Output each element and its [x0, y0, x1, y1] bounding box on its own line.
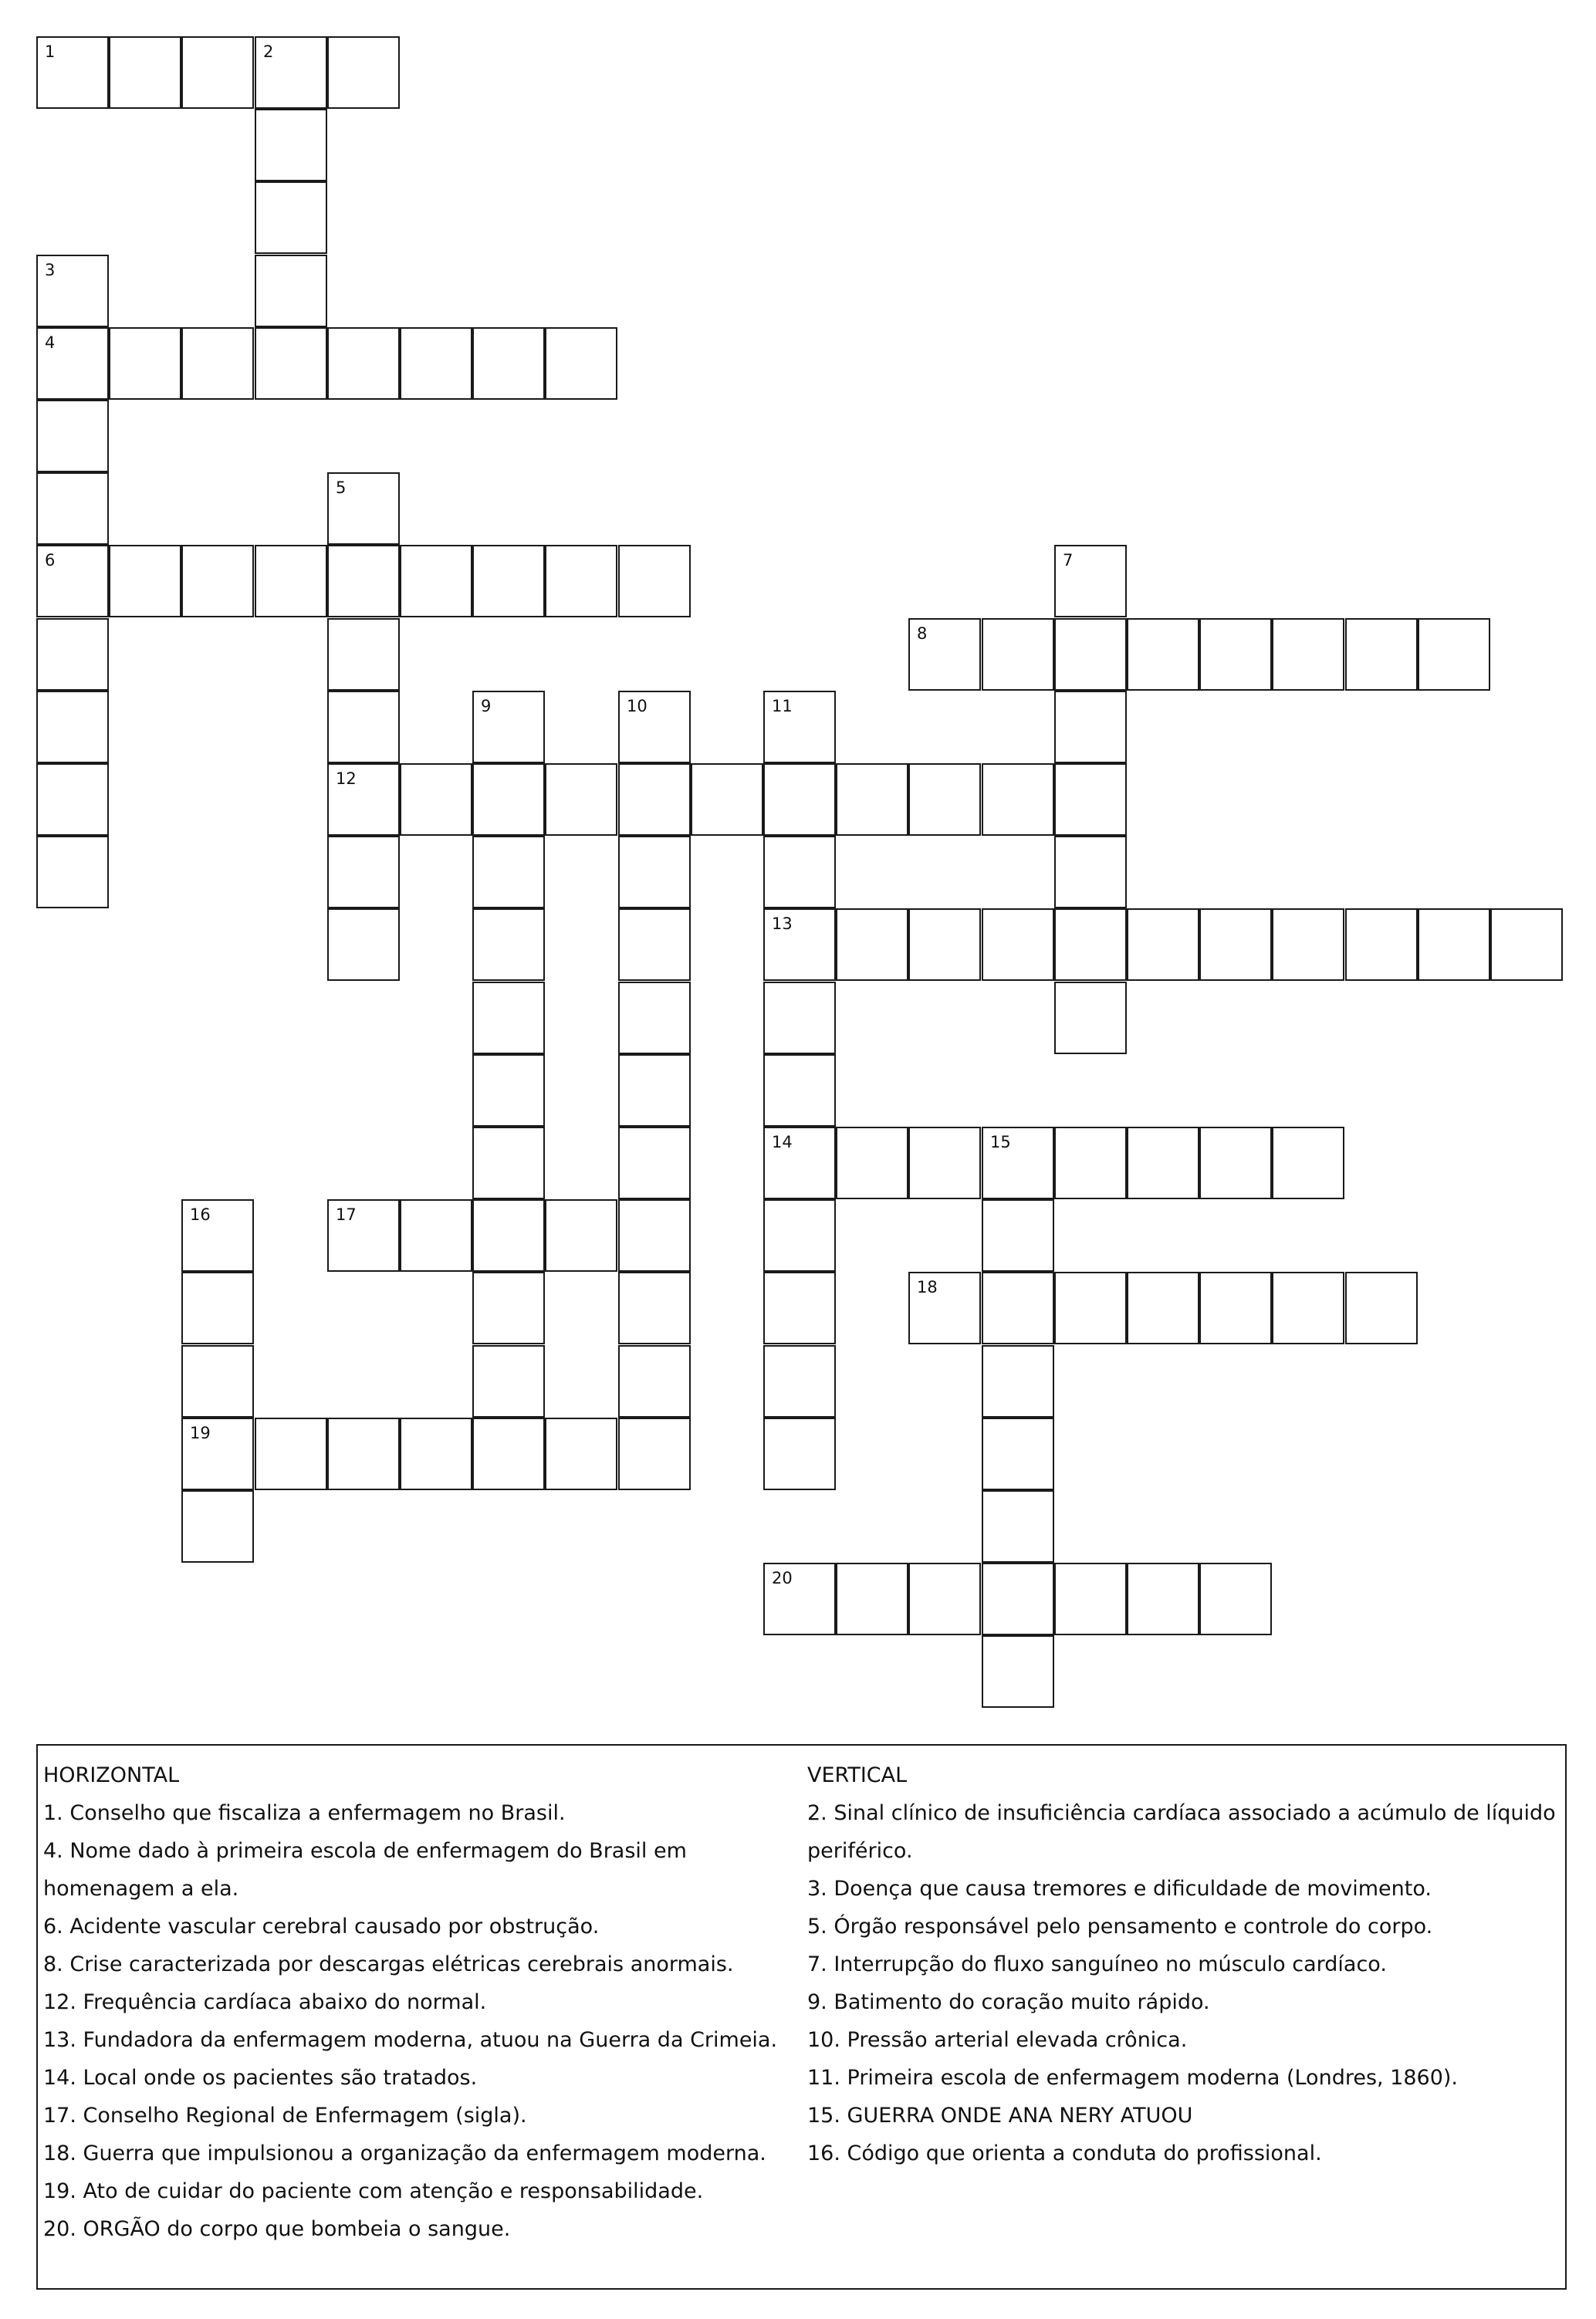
grid-cell[interactable] [618, 1272, 691, 1344]
horizontal-clue-20: 20. ORGÃO do corpo que bombeia o sangue. [43, 2217, 511, 2241]
clue-number: 4 [45, 333, 56, 352]
grid-cell[interactable] [545, 763, 617, 836]
horizontal-clue-12: 12. Frequência cardíaca abaixo do normal. [43, 1990, 487, 2014]
grid-cell[interactable] [36, 36, 109, 109]
grid-cell[interactable] [1199, 908, 1272, 981]
grid-cell[interactable] [982, 1272, 1054, 1344]
grid-cell[interactable] [618, 1199, 691, 1272]
grid-cell[interactable] [1054, 1563, 1127, 1635]
grid-cell[interactable] [1272, 1272, 1344, 1344]
clue-number: 8 [917, 624, 928, 643]
grid-cell[interactable] [618, 982, 691, 1054]
grid-cell[interactable] [618, 1345, 691, 1418]
grid-cell[interactable] [181, 327, 254, 400]
clue-number: 12 [336, 769, 357, 788]
grid-cell[interactable] [255, 255, 327, 327]
grid-cell[interactable] [763, 1054, 836, 1127]
grid-cell[interactable] [181, 1490, 254, 1563]
vertical-clue-2: 2. Sinal clínico de insuficiência cardíaca associado a acúmulo de líquido periférico. [807, 1801, 1556, 1863]
horizontal-clue-8: 8. Crise caracterizada por descargas elétricas cerebrais anormais. [43, 1952, 734, 1976]
vertical-clue-3: 3. Doença que causa tremores e dificuldade de movimento. [807, 1877, 1432, 1901]
clue-number: 13 [772, 914, 793, 933]
clue-number: 14 [772, 1133, 793, 1151]
grid-cell[interactable] [908, 1127, 981, 1199]
vertical-clue-5: 5. Órgão responsável pelo pensamento e controle do corpo. [807, 1915, 1433, 1939]
grid-cell[interactable] [109, 327, 181, 400]
grid-cell[interactable] [982, 908, 1054, 981]
grid-cell[interactable] [472, 691, 545, 763]
grid-cell[interactable] [400, 1418, 472, 1490]
horizontal-clue-13: 13. Fundadora da enfermagem moderna, atuou na Guerra da Crimeia. [43, 2028, 778, 2052]
horizontal-clue-6: 6. Acidente vascular cerebral causado por obstrução. [43, 1915, 600, 1939]
grid-cell[interactable] [1199, 1127, 1272, 1199]
grid-cell[interactable] [1054, 836, 1127, 908]
grid-cell[interactable] [255, 1418, 327, 1490]
grid-cell[interactable] [982, 1563, 1054, 1635]
grid-cell[interactable] [1054, 691, 1127, 763]
grid-cell[interactable] [1418, 908, 1490, 981]
grid-cell[interactable] [327, 763, 400, 836]
grid-cell[interactable] [1199, 618, 1272, 691]
clue-number: 6 [45, 551, 56, 570]
clue-number: 2 [263, 42, 274, 61]
grid-cell[interactable] [472, 1272, 545, 1344]
horizontal-clue-1: 1. Conselho que fiscaliza a enfermagem no Brasil. [43, 1801, 566, 1825]
grid-cell[interactable] [1054, 908, 1127, 981]
grid-cell[interactable] [908, 618, 981, 691]
clue-number: 3 [45, 261, 56, 279]
grid-cell[interactable] [400, 327, 472, 400]
grid-cell[interactable] [618, 836, 691, 908]
vertical-clues-column [807, 1756, 1556, 2172]
grid-cell[interactable] [1054, 545, 1127, 617]
grid-cell[interactable] [618, 1054, 691, 1127]
grid-cell[interactable] [36, 691, 109, 763]
grid-cell[interactable] [1490, 908, 1563, 981]
grid-cell[interactable] [36, 327, 109, 400]
grid-cell[interactable] [763, 763, 836, 836]
grid-cell[interactable] [1418, 618, 1490, 691]
grid-cell[interactable] [255, 545, 327, 617]
grid-cell[interactable] [1272, 1127, 1344, 1199]
clue-number: 10 [627, 697, 648, 715]
grid-cell[interactable] [181, 1418, 254, 1490]
grid-cell[interactable] [691, 763, 763, 836]
grid-cell[interactable] [1054, 763, 1127, 836]
vertical-clue-9: 9. Batimento do coração muito rápido. [807, 1990, 1210, 2014]
grid-cell[interactable] [763, 1272, 836, 1344]
grid-cell[interactable] [472, 1418, 545, 1490]
grid-cell[interactable] [327, 1418, 400, 1490]
clue-number: 9 [481, 697, 492, 715]
grid-cell[interactable] [472, 763, 545, 836]
grid-cell[interactable] [255, 109, 327, 181]
grid-cell[interactable] [545, 1418, 617, 1490]
grid-cell[interactable] [1345, 908, 1418, 981]
clue-number: 11 [772, 697, 793, 715]
grid-cell[interactable] [1345, 1272, 1418, 1344]
vertical-clue-10: 10. Pressão arterial elevada crônica. [807, 2028, 1188, 2052]
clues-box [36, 1744, 1567, 2290]
grid-cell[interactable] [763, 982, 836, 1054]
grid-cell[interactable] [836, 1563, 908, 1635]
grid-cell[interactable] [472, 908, 545, 981]
horizontal-heading: HORIZONTAL [43, 1763, 180, 1787]
grid-cell[interactable] [400, 545, 472, 617]
grid-cell[interactable] [908, 908, 981, 981]
grid-cell[interactable] [618, 1418, 691, 1490]
grid-cell[interactable] [472, 1054, 545, 1127]
grid-cell[interactable] [472, 1345, 545, 1418]
grid-cell[interactable] [763, 691, 836, 763]
grid-cell[interactable] [327, 545, 400, 617]
grid-cell[interactable] [472, 1127, 545, 1199]
grid-cell[interactable] [181, 545, 254, 617]
grid-cell[interactable] [327, 836, 400, 908]
grid-cell[interactable] [1345, 618, 1418, 691]
grid-cell[interactable] [36, 836, 109, 908]
grid-cell[interactable] [763, 1418, 836, 1490]
grid-cell[interactable] [36, 255, 109, 327]
grid-cell[interactable] [908, 1272, 981, 1344]
grid-cell[interactable] [763, 1199, 836, 1272]
horizontal-clue-19: 19. Ato de cuidar do paciente com atenção e responsabilidade. [43, 2179, 704, 2203]
grid-cell[interactable] [327, 472, 400, 545]
clue-number: 20 [772, 1569, 793, 1587]
grid-cell[interactable] [545, 327, 617, 400]
grid-cell[interactable] [1127, 1563, 1199, 1635]
grid-cell[interactable] [1127, 908, 1199, 981]
grid-cell[interactable] [1054, 982, 1127, 1054]
grid-cell[interactable] [1199, 1272, 1272, 1344]
grid-cell[interactable] [982, 1127, 1054, 1199]
clue-number: 19 [190, 1424, 211, 1442]
grid-cell[interactable] [255, 327, 327, 400]
grid-cell[interactable] [763, 1345, 836, 1418]
grid-cell[interactable] [327, 36, 400, 109]
vertical-clue-7: 7. Interrupção do fluxo sanguíneo no músculo cardíaco. [807, 1952, 1387, 1976]
grid-cell[interactable] [36, 618, 109, 691]
grid-cell[interactable] [982, 1635, 1054, 1708]
grid-cell[interactable] [1127, 1127, 1199, 1199]
grid-cell[interactable] [36, 400, 109, 472]
grid-cell[interactable] [181, 1199, 254, 1272]
grid-cell[interactable] [836, 908, 908, 981]
grid-cell[interactable] [36, 545, 109, 617]
grid-cell[interactable] [36, 763, 109, 836]
grid-cell[interactable] [181, 1345, 254, 1418]
grid-cell[interactable] [472, 982, 545, 1054]
grid-cell[interactable] [545, 545, 617, 617]
clue-number: 7 [1063, 551, 1074, 570]
grid-cell[interactable] [908, 763, 981, 836]
vertical-clue-11: 11. Primeira escola de enfermagem moderna (Londres, 1860). [807, 2066, 1459, 2090]
clue-number: 15 [990, 1133, 1011, 1151]
horizontal-clue-4: 4. Nome dado à primeira escola de enfermagem do Brasil em homenagem a ela. [43, 1839, 687, 1901]
grid-cell[interactable] [327, 1199, 400, 1272]
horizontal-clue-14: 14. Local onde os pacientes são tratados. [43, 2066, 478, 2090]
grid-cell[interactable] [1199, 1563, 1272, 1635]
clue-number: 1 [45, 42, 56, 61]
grid-cell[interactable] [472, 545, 545, 617]
vertical-heading: VERTICAL [807, 1763, 908, 1787]
vertical-clue-15: 15. GUERRA ONDE ANA NERY ATUOU [807, 2104, 1193, 2128]
grid-cell[interactable] [472, 327, 545, 400]
grid-cell[interactable] [1272, 618, 1344, 691]
grid-cell[interactable] [36, 472, 109, 545]
grid-cell[interactable] [327, 908, 400, 981]
grid-cell[interactable] [618, 1127, 691, 1199]
grid-cell[interactable] [1127, 618, 1199, 691]
grid-cell[interactable] [472, 836, 545, 908]
grid-cell[interactable] [618, 691, 691, 763]
clue-number: 5 [336, 478, 347, 497]
grid-cell[interactable] [982, 1345, 1054, 1418]
grid-cell[interactable] [255, 181, 327, 254]
grid-cell[interactable] [982, 1199, 1054, 1272]
vertical-clue-16: 16. Código que orienta a conduta do profissional. [807, 2142, 1322, 2165]
grid-cell[interactable] [982, 618, 1054, 691]
grid-cell[interactable] [1127, 1272, 1199, 1344]
horizontal-clues-column [43, 1756, 796, 2248]
grid-cell[interactable] [982, 1490, 1054, 1563]
grid-cell[interactable] [472, 1199, 545, 1272]
grid-cell[interactable] [763, 836, 836, 908]
grid-cell[interactable] [327, 691, 400, 763]
grid-cell[interactable] [255, 36, 327, 109]
grid-cell[interactable] [618, 545, 691, 617]
grid-cell[interactable] [109, 545, 181, 617]
grid-cell[interactable] [1054, 1272, 1127, 1344]
horizontal-clue-17: 17. Conselho Regional de Enfermagem (sigla). [43, 2104, 527, 2128]
grid-cell[interactable] [618, 908, 691, 981]
grid-cell[interactable] [982, 1418, 1054, 1490]
grid-cell[interactable] [836, 763, 908, 836]
grid-cell[interactable] [1054, 618, 1127, 691]
clue-number: 16 [190, 1205, 211, 1224]
grid-cell[interactable] [763, 1563, 836, 1635]
grid-cell[interactable] [545, 1199, 617, 1272]
grid-cell[interactable] [618, 763, 691, 836]
grid-cell[interactable] [763, 1127, 836, 1199]
grid-cell[interactable] [400, 763, 472, 836]
grid-cell[interactable] [181, 1272, 254, 1344]
grid-cell[interactable] [908, 1563, 981, 1635]
grid-cell[interactable] [327, 618, 400, 691]
grid-cell[interactable] [327, 327, 400, 400]
grid-cell[interactable] [982, 763, 1054, 836]
grid-cell[interactable] [763, 908, 836, 981]
clue-number: 18 [917, 1278, 938, 1296]
grid-cell[interactable] [181, 36, 254, 109]
clue-number: 17 [336, 1205, 357, 1224]
grid-cell[interactable] [109, 36, 181, 109]
grid-cell[interactable] [1272, 908, 1344, 981]
horizontal-clue-18: 18. Guerra que impulsionou a organização da enfermagem moderna. [43, 2142, 766, 2165]
grid-cell[interactable] [1054, 1127, 1127, 1199]
grid-cell[interactable] [836, 1127, 908, 1199]
grid-cell[interactable] [400, 1199, 472, 1272]
